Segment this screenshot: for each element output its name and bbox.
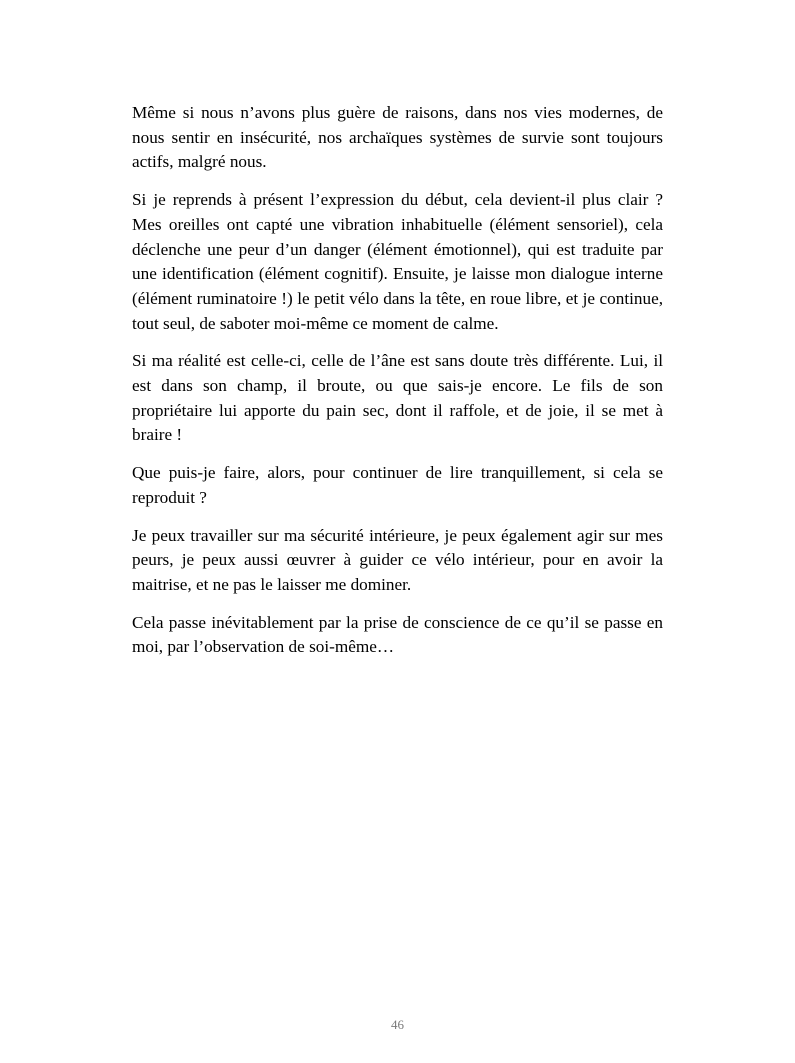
paragraph: Je peux travailler sur ma sécurité intérieure, je peux également agir sur mes peurs, je peux aussi œuvrer à guider ce vélo intérieur, pour en avoir la maitrise, et ne pas le laisser me dominer. bbox=[132, 525, 663, 594]
paragraph: Même si nous n’avons plus guère de raisons, dans nos vies modernes, de nous sentir en insécurité, nos archaïques systèmes de survie sont toujours actifs, malgré nous. bbox=[132, 103, 663, 172]
page-body bbox=[132, 101, 663, 673]
paragraph: Cela passe inévitablement par la prise de conscience de ce qu’il se passe en moi, par l’observation de soi-même… bbox=[132, 612, 663, 657]
paragraph: Que puis-je faire, alors, pour continuer de lire tranquillement, si cela se reproduit ? bbox=[132, 463, 663, 507]
page-number: 46 bbox=[391, 1017, 404, 1032]
paragraph: Si je reprends à présent l’expression du début, cela devient-il plus clair ? Mes oreilles ont capté une vibration inhabituelle (élément sensoriel), cela déclenche une peur d’un danger (élément émotionnel), qui est traduite par une identification (élément cognitif). Ensuite, je laisse mon dialogue interne (élément ruminatoire !) le petit vélo dans la tête, en roue libre, et je continue, tout seul, de saboter moi-même ce moment de calme. bbox=[132, 190, 663, 333]
paragraph: Si ma réalité est celle-ci, celle de l’âne est sans doute très différente. Lui, il est dans son champ, il broute, ou que sais-je encore. Le fils de son propriétaire lui apporte du pain sec, dont il raffole, et de joie, il se met à braire ! bbox=[132, 351, 663, 445]
